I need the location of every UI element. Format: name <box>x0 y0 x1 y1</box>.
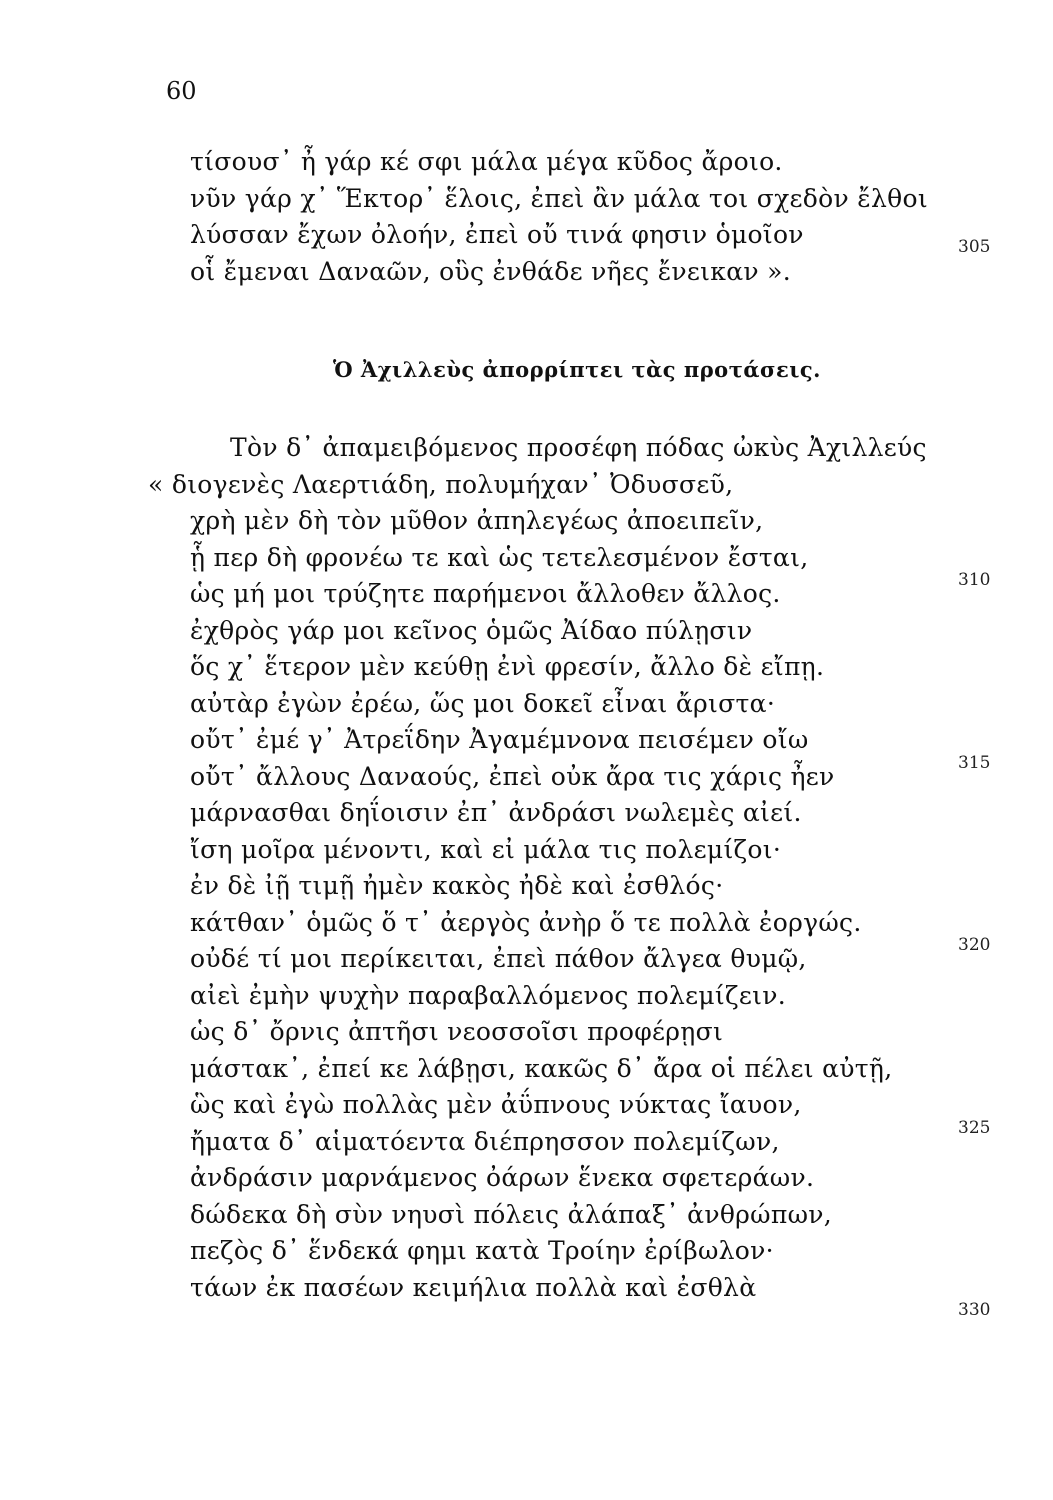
verse-line: τίσουσ᾽ ἦ γάρ κέ σφι μάλα μέγα κῦδος ἄροιο. <box>190 147 783 176</box>
verse-line: ὅς χ᾽ ἕτερον μὲν κεύθῃ ἐνὶ φρεσίν, ἄλλο δὲ εἴπῃ. <box>190 652 825 681</box>
verse-line: νῦν γάρ χ᾽ Ἕκτορ᾽ ἕλοις, ἐπεὶ ἂν μάλα τοι σχεδὸν ἔλθοι <box>190 183 928 213</box>
verse-line: οὐδέ τί μοι περίκειται, ἐπεὶ πάθον ἄλγεα θυμῷ, <box>190 944 807 973</box>
verse-line: αἰεὶ ἐμὴν ψυχὴν παραβαλλόμενος πολεμίζειν. <box>190 980 786 1010</box>
verse-line: ὣς καὶ ἐγὼ πολλὰς μὲν ἀΰπνους νύκτας ἴαυον, <box>190 1090 802 1119</box>
verse-line: χρὴ μὲν δὴ τὸν μῦθον ἀπηλεγέως ἀποειπεῖν, <box>190 506 764 535</box>
verse-line: δώδεκα δὴ σὺν νηυσὶ πόλεις ἀλάπαξ᾽ ἀνθρώπων, <box>190 1199 833 1229</box>
line-number: 325 <box>958 1118 991 1138</box>
verse-line: οὔτ᾽ ἐμέ γ᾽ Ἀτρεΐδην Ἀγαμέμνονα πεισέμεν οἴω <box>190 725 809 754</box>
line-number: 305 <box>958 237 991 257</box>
verse-line: οἷ ἔμεναι Δαναῶν, οὓς ἐνθάδε νῆες ἔνεικαν ». <box>190 256 791 286</box>
section-heading: Ὁ Ἀχιλλεὺς ἀπορρίπτει τὰς προτάσεις. <box>333 357 821 382</box>
verse-line: μάστακ᾽, ἐπεί κε λάβῃσι, κακῶς δ᾽ ἄρα οἱ πέλει αὐτῇ, <box>190 1053 893 1083</box>
verse-line: ᾗ περ δὴ φρονέω τε καὶ ὡς τετελεσμένον ἔσται, <box>190 542 809 572</box>
verse-line: κάτθαν᾽ ὁμῶς ὅ τ᾽ ἀεργὸς ἀνὴρ ὅ τε πολλὰ ἐοργώς. <box>190 907 862 937</box>
page-number: 60 <box>166 77 197 105</box>
verse-line: μάρνασθαι δηΐοισιν ἐπ᾽ ἀνδράσι νωλεμὲς αἰεί. <box>190 798 802 827</box>
verse-line: ἐν δὲ ἰῇ τιμῇ ἠμὲν κακὸς ἠδὲ καὶ ἐσθλός· <box>190 871 724 900</box>
verse-line: οὔτ᾽ ἄλλους Δαναούς, ἐπεὶ οὐκ ἄρα τις χάρις ἦεν <box>190 761 835 791</box>
verse-line: ἀνδράσιν μαρνάμενος ὀάρων ἕνεκα σφετεράων. <box>190 1163 815 1192</box>
verse-line: ἴση μοῖρα μένοντι, καὶ εἰ μάλα τις πολεμίζοι· <box>190 834 782 864</box>
verse-line: τάων ἐκ πασέων κειμήλια πολλὰ καὶ ἐσθλὰ <box>190 1272 757 1302</box>
verse-block-1 <box>190 144 930 290</box>
verse-line: ὡς δ᾽ ὄρνις ἀπτῆσι νεοσσοῖσι προφέρῃσι <box>190 1017 724 1046</box>
verse-line: ἤματα δ᾽ αἱματόεντα διέπρησσον πολεμίζων, <box>190 1126 780 1156</box>
line-number: 315 <box>958 753 991 773</box>
verse-block-2 <box>148 430 930 1306</box>
verse-line: Τὸν δ᾽ ἀπαμειβόμενος προσέφη πόδας ὠκὺς Ἀχιλλεύς <box>230 433 927 462</box>
verse-line: ἐχθρὸς γάρ μοι κεῖνος ὁμῶς Ἀίδαο πύλῃσιν <box>190 615 753 645</box>
verse-line: αὐτὰρ ἐγὼν ἐρέω, ὥς μοι δοκεῖ εἶναι ἄριστα· <box>190 688 776 718</box>
verse-line: ὡς μή μοι τρύζητε παρήμενοι ἄλλοθεν ἄλλος. <box>190 579 781 608</box>
line-number: 310 <box>958 570 991 590</box>
line-number: 320 <box>958 935 991 955</box>
verse-line: λύσσαν ἔχων ὀλοήν, ἐπεὶ οὔ τινά φησιν ὁμοῖον <box>190 220 804 249</box>
verse-line: πεζὸς δ᾽ ἕνδεκά φημι κατὰ Τροίην ἐρίβωλον· <box>190 1236 774 1265</box>
verse-line: « διογενὲς Λαερτιάδη, πολυμήχαν᾽ Ὀδυσσεῦ, <box>148 469 734 499</box>
line-number: 330 <box>958 1300 991 1320</box>
